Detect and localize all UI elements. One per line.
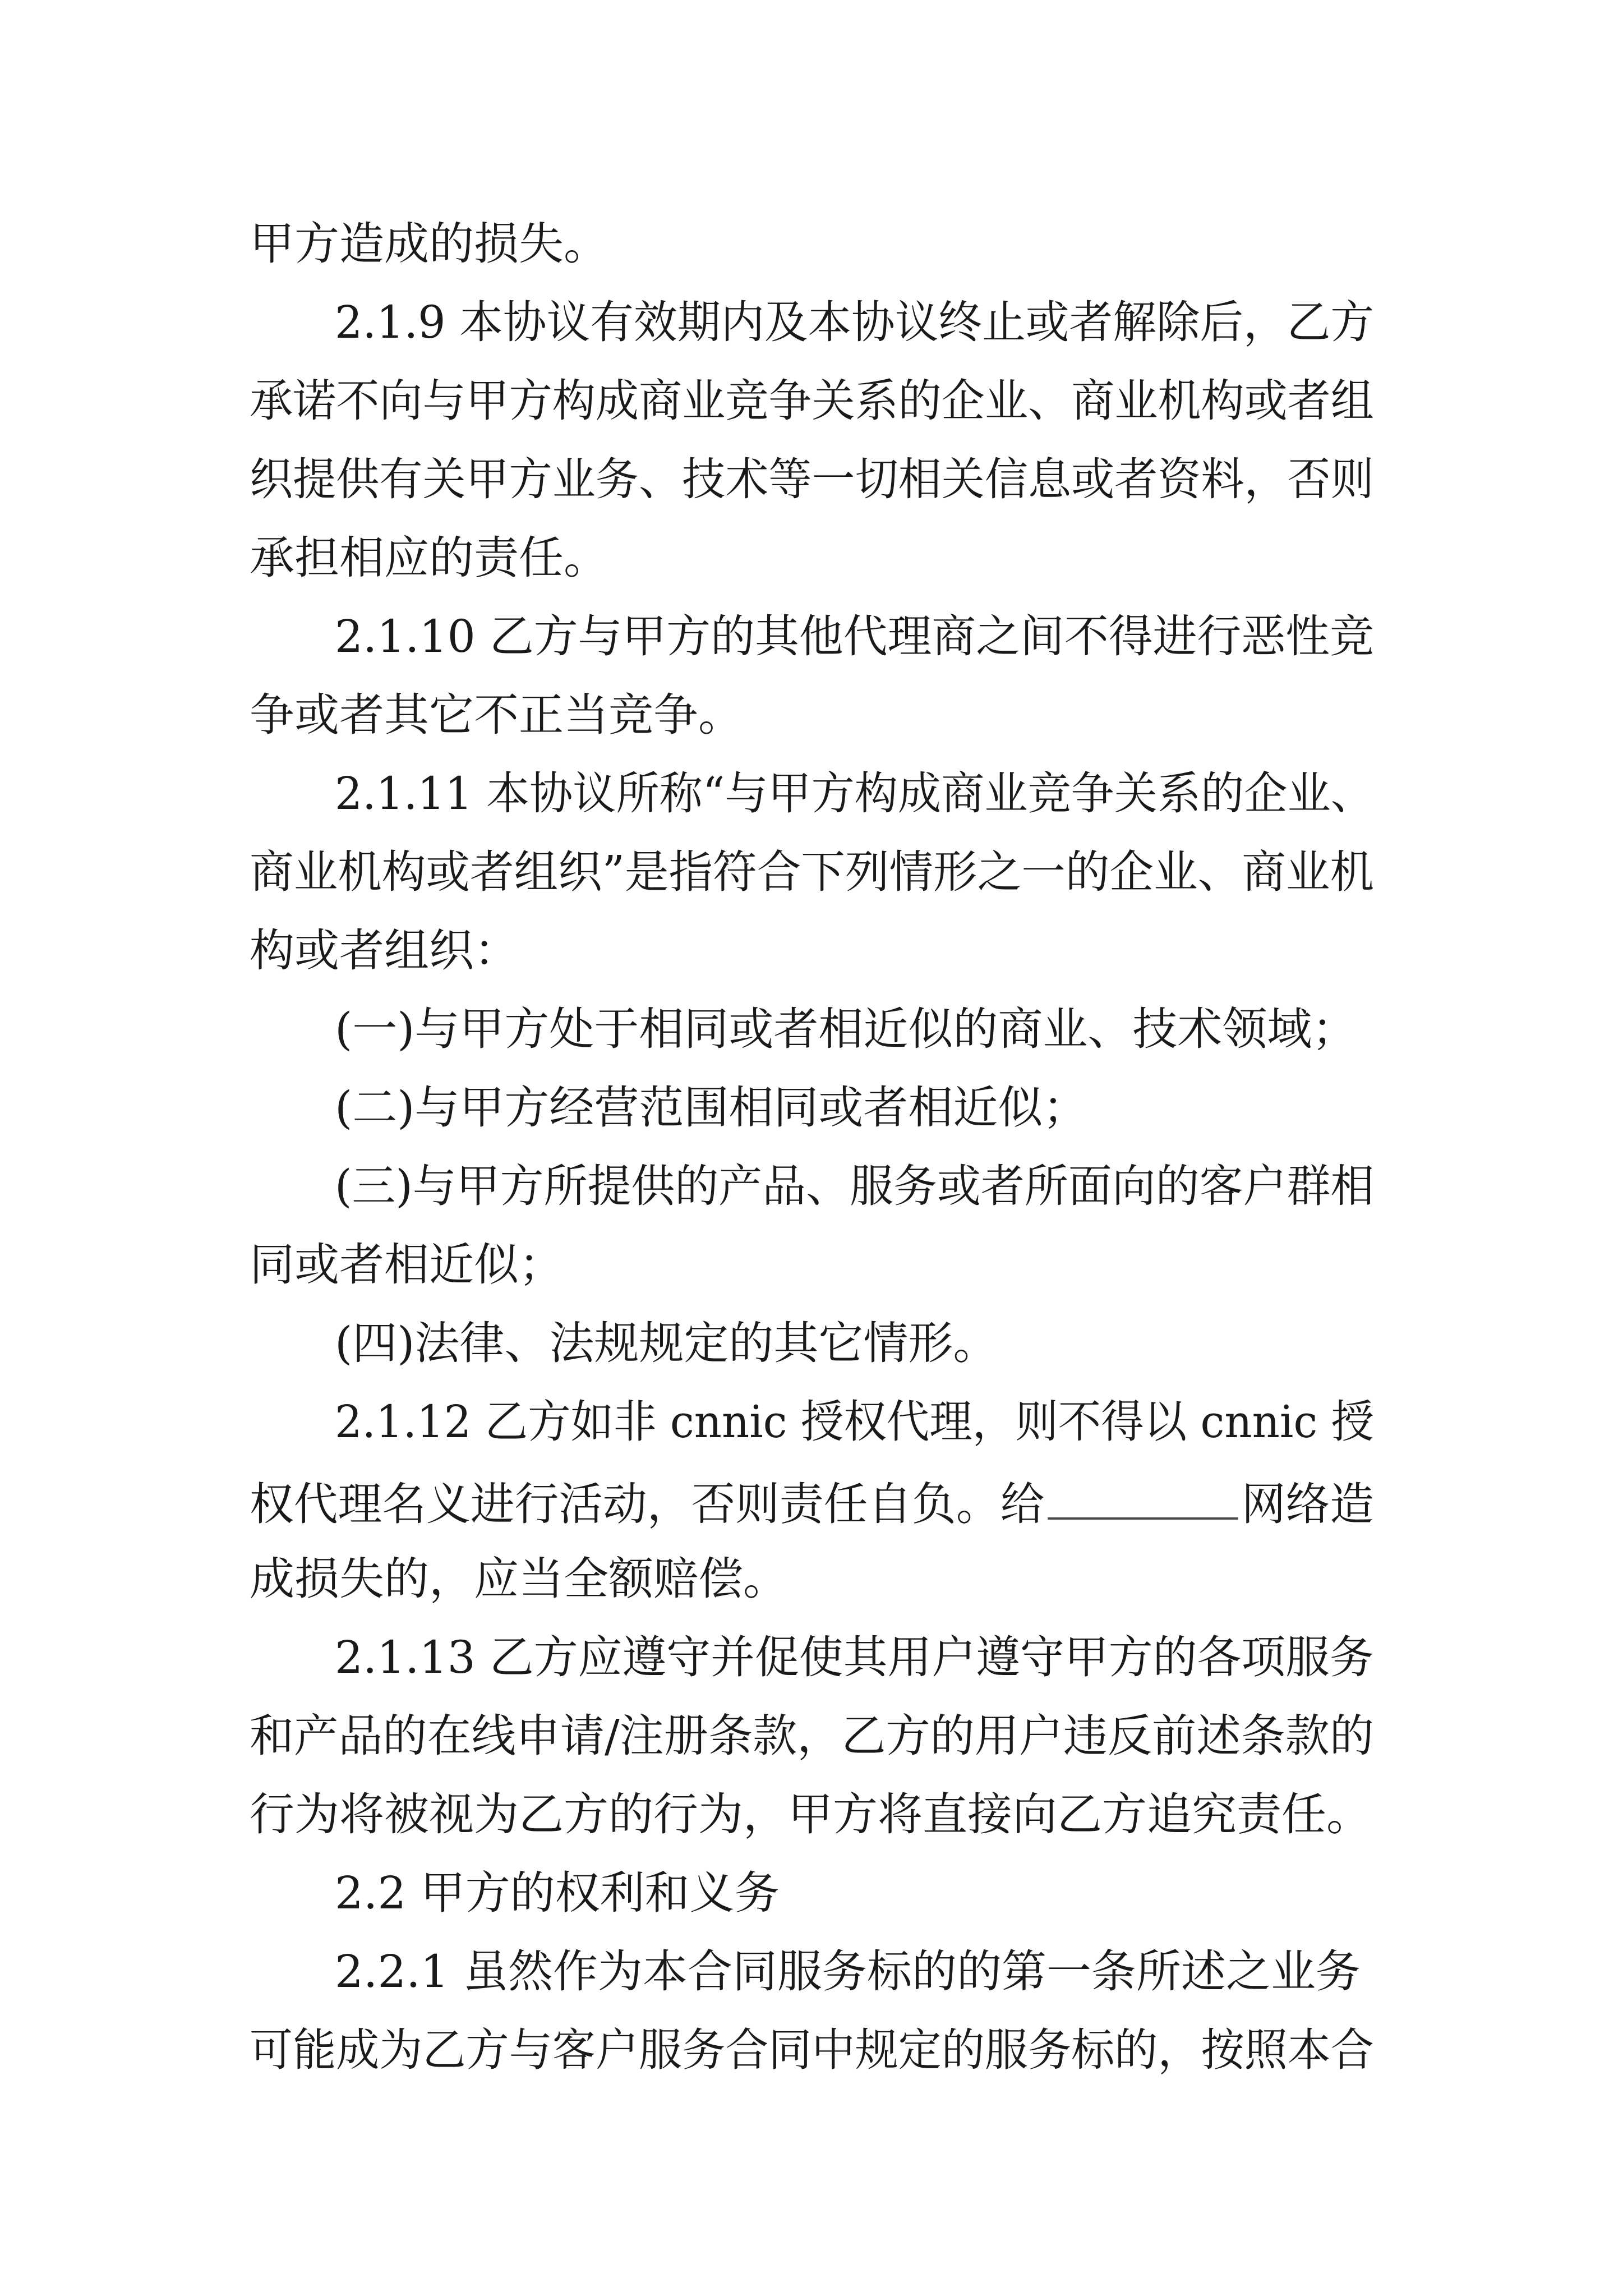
text-line-with-blank: [250, 1473, 1374, 1533]
text-line: 行为将被视为乙方的行为，甲方将直接向乙方追究责任。: [250, 1788, 1371, 1841]
list-item: (三)与甲方所提供的产品、服务或者所面向的客户群相: [335, 1160, 1375, 1212]
clause-2-2-1-line: 2.2.1 虽然作为本合同服务标的的第一条所述之业务: [335, 1945, 1361, 1998]
text-line: 承诺不向与甲方构成商业竞争关系的企业、商业机构或者组: [250, 375, 1374, 427]
clause-2-1-9-line: 2.1.9 本协议有效期内及本协议终止或者解除后，乙方: [335, 296, 1375, 348]
text-line: 甲方造成的损失。: [250, 218, 608, 270]
text-line: 织提供有关甲方业务、技术等一切相关信息或者资料，否则: [250, 453, 1374, 505]
clause-2-1-10-line: 2.1.10 乙方与甲方的其他代理商之间不得进行恶性竞: [335, 610, 1374, 662]
text-line: 商业机构或者组织”是指符合下列情形之一的企业、商业机: [250, 846, 1374, 898]
list-item: (四)法律、法规规定的其它情形。: [335, 1317, 998, 1369]
text-after-blank: 网络造: [1241, 1478, 1375, 1530]
clause-2-1-12-line: 2.1.12 乙方如非 cnnic 授权代理，则不得以 cnnic 授: [335, 1396, 1375, 1448]
text-before-blank: 权代理名义进行活动，否则责任自负。给: [250, 1478, 1045, 1530]
text-line: 可能成为乙方与客户服务合同中规定的服务标的，按照本合: [250, 2024, 1374, 2076]
section-heading: 2.2 甲方的权利和义务: [335, 1867, 780, 1919]
text-line: 承担相应的责任。: [250, 532, 608, 584]
text-line: 同或者相近似；: [250, 1239, 564, 1291]
list-item: (一)与甲方处于相同或者相近似的商业、技术领域；: [335, 1003, 1357, 1055]
text-line: 和产品的在线申请/注册条款，乙方的用户违反前述条款的: [250, 1710, 1374, 1762]
fill-in-blank: [1048, 1473, 1238, 1520]
text-line: 构或者组织：: [250, 924, 519, 977]
list-item: (二)与甲方经营范围相同或者相近似；: [335, 1082, 1088, 1134]
text-line: 争或者其它不正当竞争。: [250, 689, 743, 741]
text-line: 成损失的，应当全额赔偿。: [250, 1553, 788, 1605]
clause-2-1-13-line: 2.1.13 乙方应遵守并促使其用户遵守甲方的各项服务: [335, 1631, 1374, 1683]
clause-2-1-11-line: 2.1.11 本协议所称“与甲方构成商业竞争关系的企业、: [335, 767, 1374, 820]
